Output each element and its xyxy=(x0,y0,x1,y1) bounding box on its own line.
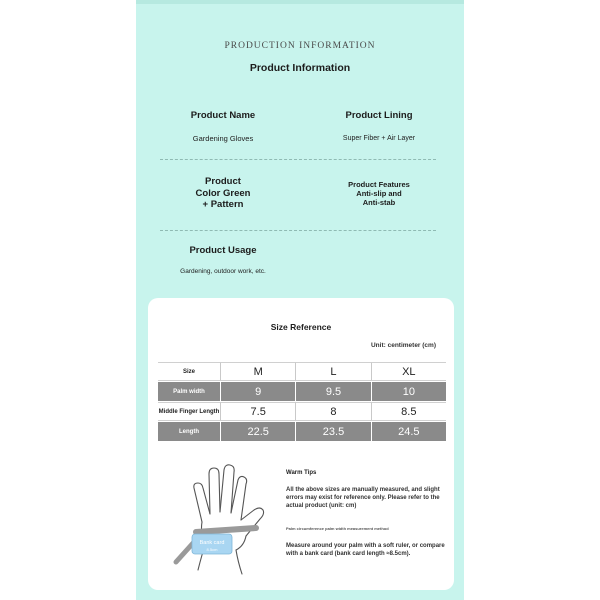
table-row xyxy=(158,382,446,401)
wrist-outline xyxy=(236,550,242,574)
finger-outline xyxy=(209,468,220,514)
color-line: Color Green xyxy=(195,187,251,199)
warm-tips-title: Warm Tips xyxy=(286,470,317,476)
table-row-header xyxy=(158,362,446,381)
table-cell: 8 xyxy=(295,402,370,421)
table-cell: 10 xyxy=(371,382,446,401)
thumb-outline xyxy=(241,508,264,536)
table-cell: 7.5 xyxy=(220,402,295,421)
product-lining-label: Product Lining xyxy=(345,110,413,121)
table-cell: 9.5 xyxy=(295,382,370,401)
measurement-method-label: Palm circumference palm width measurement method xyxy=(286,526,389,531)
divider xyxy=(160,159,436,160)
features-label: Product Features xyxy=(348,180,410,189)
palm-outline xyxy=(236,536,246,550)
measurement-instructions: Measure around your palm with a soft ruler, or compare with a bank card (bank card length ≈8.5cm). xyxy=(286,543,445,558)
warm-tips-body: All the above sizes are manually measured, and slight errors may exist for reference only. Please refer to the actual product (unit: cm) xyxy=(286,487,440,510)
product-name-label: Product Name xyxy=(190,110,256,121)
product-usage-value: Gardening, outdoor work, etc. xyxy=(180,268,266,275)
row-header: Palm width xyxy=(158,382,220,401)
product-usage-label: Product Usage xyxy=(189,245,257,256)
size-reference-title: Size Reference xyxy=(270,322,332,332)
size-cell: XL xyxy=(371,362,446,381)
header-english-title: PRODUCTION INFORMATION xyxy=(224,41,376,51)
table-cell: 24.5 xyxy=(371,422,446,441)
bank-card-size: 8.5cm xyxy=(206,547,218,552)
color-line: Product xyxy=(205,176,241,187)
measuring-band-tail xyxy=(176,542,194,562)
size-table xyxy=(158,361,446,442)
table-cell: 23.5 xyxy=(295,422,370,441)
product-name-value: Gardening Gloves xyxy=(192,134,254,143)
divider xyxy=(160,230,436,231)
features-line: Anti-stab xyxy=(362,198,396,207)
table-row xyxy=(158,402,446,421)
product-features xyxy=(324,180,434,207)
table-cell: 9 xyxy=(220,382,295,401)
product-lining-value: Super Fiber + Air Layer xyxy=(342,135,416,142)
size-cell: L xyxy=(295,362,370,381)
header-title: Product Information xyxy=(249,62,351,74)
row-header: Middle Finger Length xyxy=(158,402,220,421)
size-reference-card xyxy=(148,298,454,590)
finger-outline xyxy=(194,483,210,522)
top-strip xyxy=(136,0,464,4)
hand-measure-illustration xyxy=(172,458,282,578)
features-line: Anti-slip and xyxy=(356,189,402,198)
size-cell: M xyxy=(220,362,295,381)
unit-label: Unit: centimeter (cm) xyxy=(370,342,436,349)
table-cell: 22.5 xyxy=(220,422,295,441)
measuring-band xyxy=(196,528,256,532)
color-line: + Pattern xyxy=(202,199,244,210)
row-header: Size xyxy=(158,362,220,381)
product-color-label xyxy=(168,176,278,211)
table-cell: 8.5 xyxy=(371,402,446,421)
table-row xyxy=(158,422,446,441)
bank-card-label: Bank card xyxy=(199,540,225,546)
row-header: Length xyxy=(158,422,220,441)
